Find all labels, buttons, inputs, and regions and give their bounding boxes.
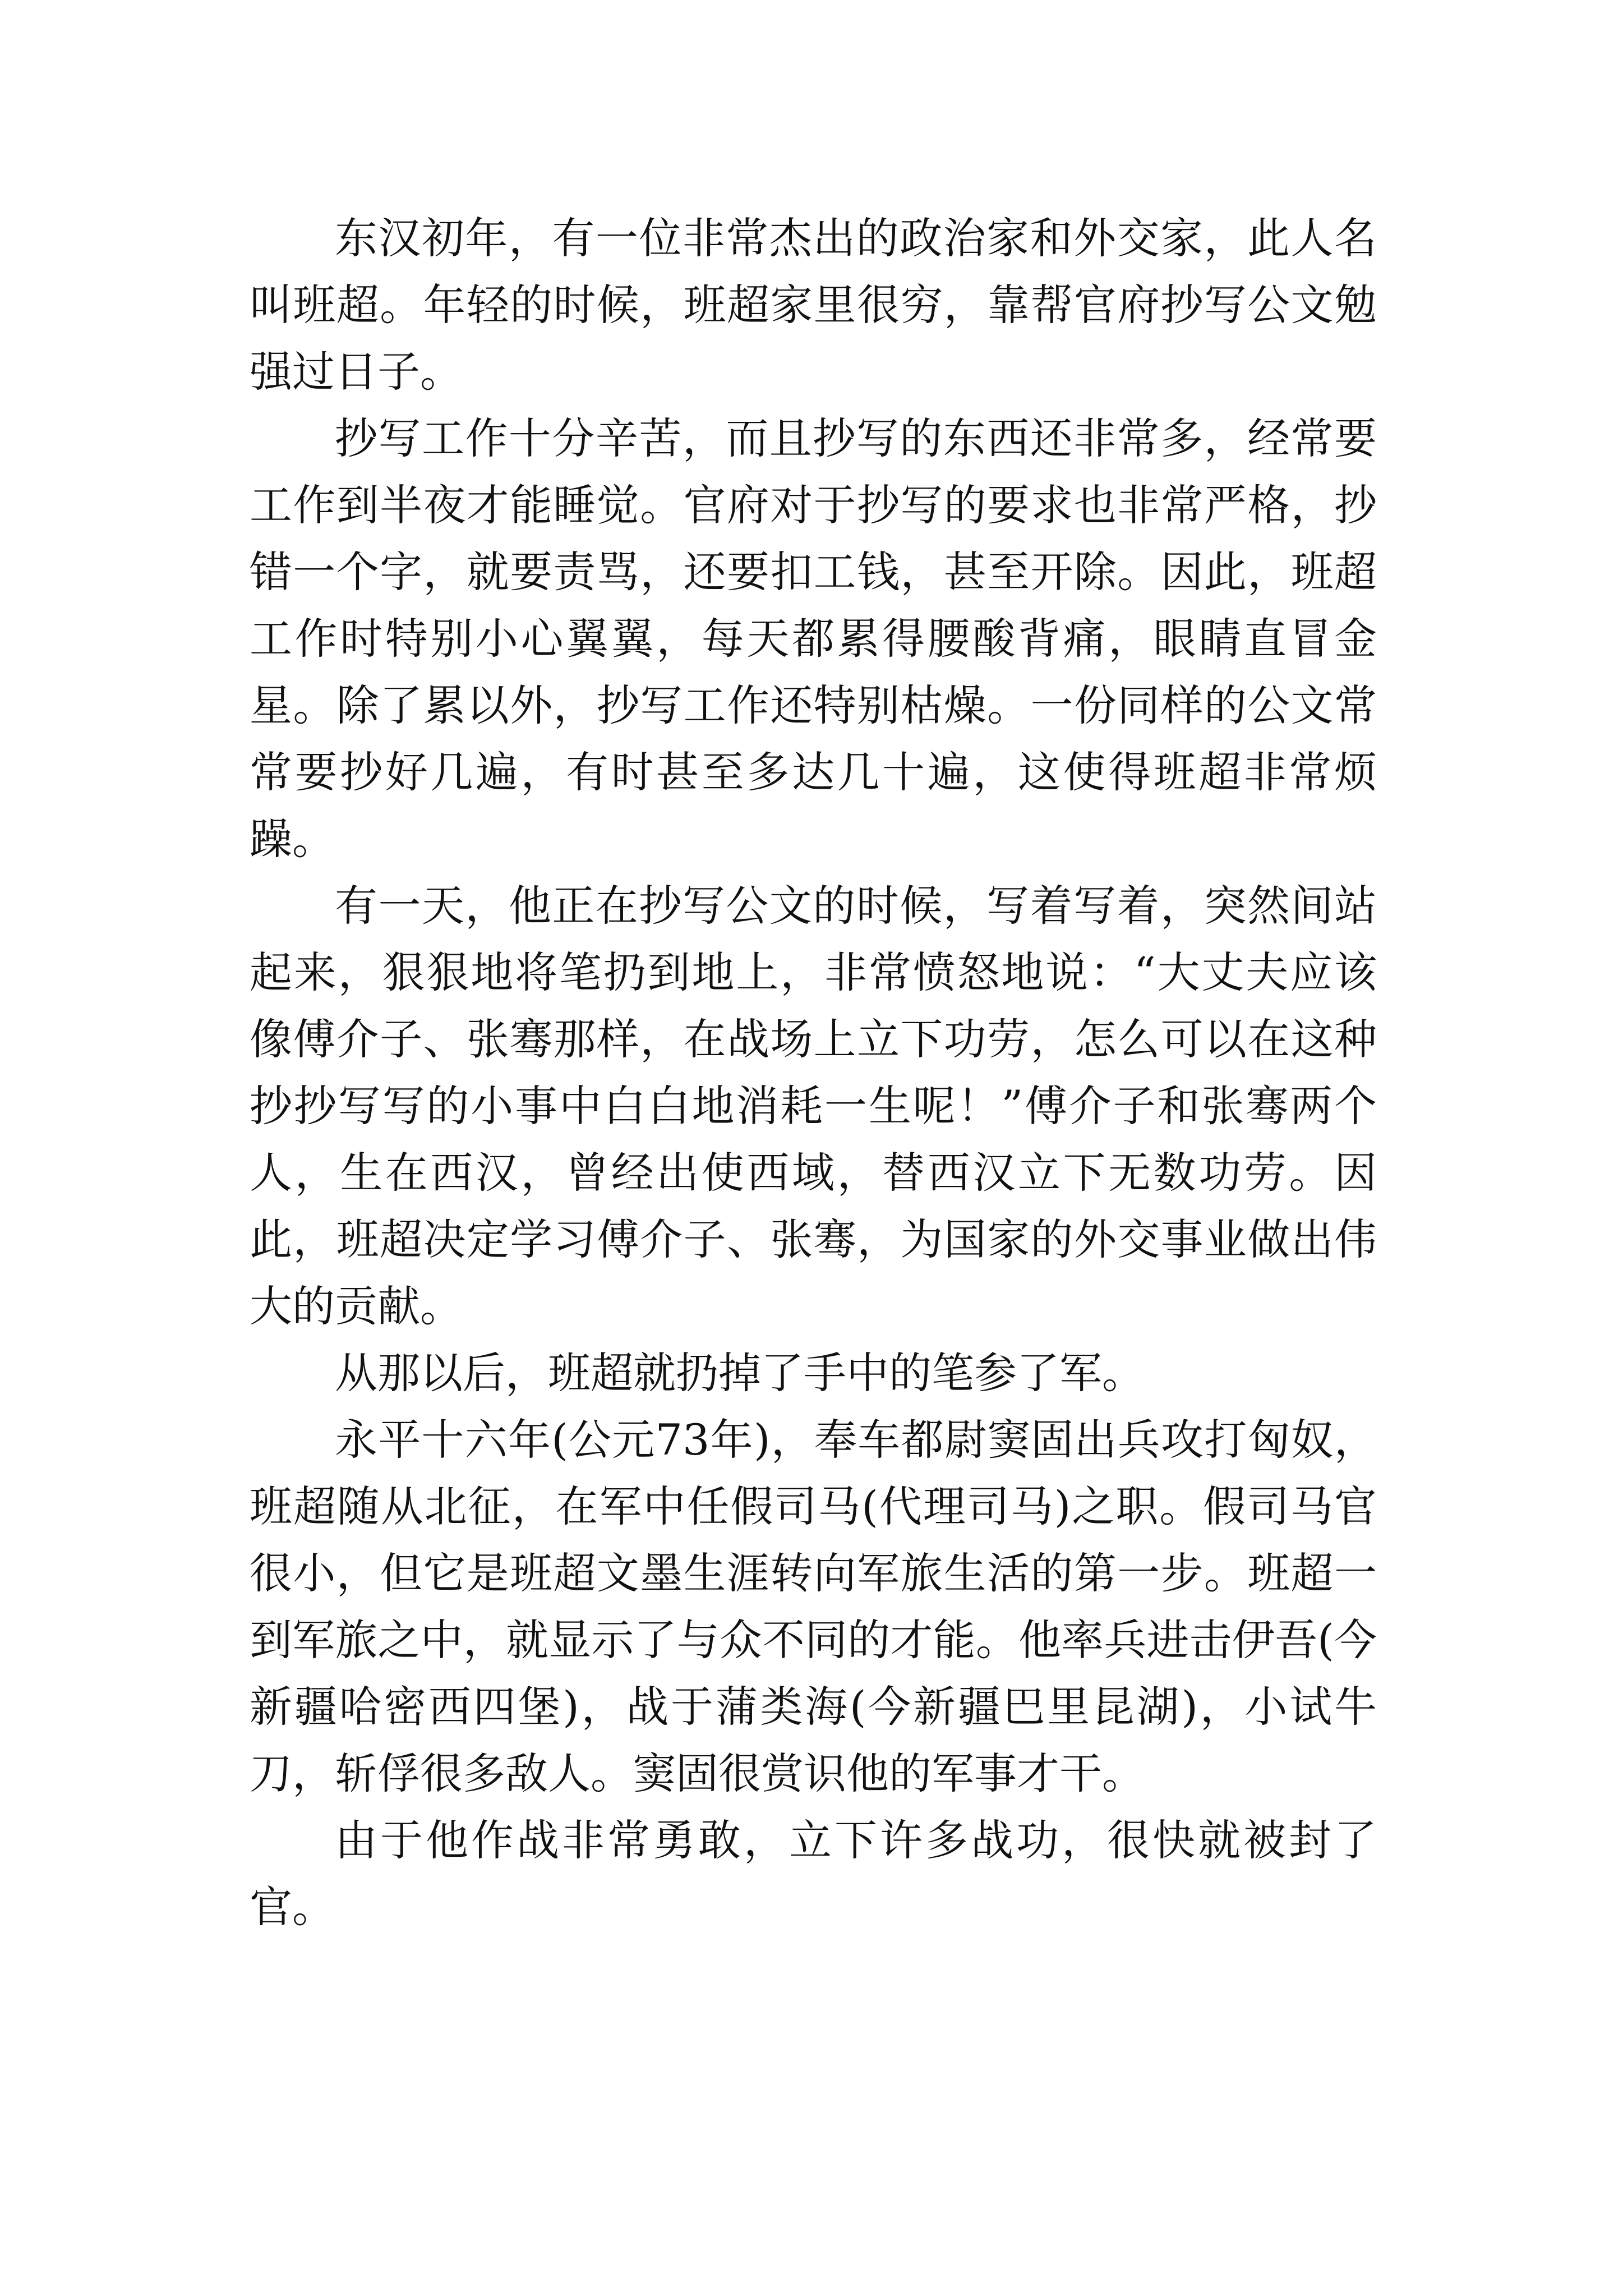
paragraph-3: 有一天，他正在抄写公文的时候，写着写着，突然间站起来，狠狠地将笔扔到地上，非常愤怒地说：“大丈夫应该像傅介子、张骞那样，在战场上立下功劳，怎么可以在这种抄抄写写的小事中白白地消耗一生呢！”傅介子和张骞两个人，生在西汉，曾经出使西域，替西汉立下无数功劳。因此，班超决定学习傅介子、张骞，为国家的外交事业做出伟大的贡献。 [250,881,1377,1331]
paragraph-5: 永平十六年(公元73年)，奉车都尉窦固出兵攻打匈奴，班超随从北征，在军中任假司马(代理司马)之职。假司马官很小，但它是班超文墨生涯转向军旅生活的第一步。班超一到军旅之中，就显示了与众不同的才能。他率兵进击伊吾(今新疆哈密西四堡)，战于蒲类海(今新疆巴里昆湖)，小试牛刀，斩俘很多敌人。窦固很赏识他的军事才干。 [250,1415,1377,1798]
paragraph-4: 从那以后，班超就扔掉了手中的笔参了军。 [335,1348,1145,1398]
paragraph-6: 由于他作战非常勇敢，立下许多战功，很快就被封了官。 [250,1815,1377,1932]
paragraph-1: 东汉初年，有一位非常杰出的政治家和外交家，此人名叫班超。年轻的时候，班超家里很穷，靠帮官府抄写公文勉强过日子。 [250,213,1377,397]
paragraph-2: 抄写工作十分辛苦，而且抄写的东西还非常多，经常要工作到半夜才能睡觉。官府对于抄写的要求也非常严格，抄错一个字，就要责骂，还要扣工钱，甚至开除。因此，班超工作时特别小心翼翼，每天都累得腰酸背痛，眼睛直冒金星。除了累以外，抄写工作还特别枯燥。一份同样的公文常常要抄好几遍，有时甚至多达几十遍，这使得班超非常烦躁。 [250,413,1377,864]
document-body [250,205,1377,1940]
